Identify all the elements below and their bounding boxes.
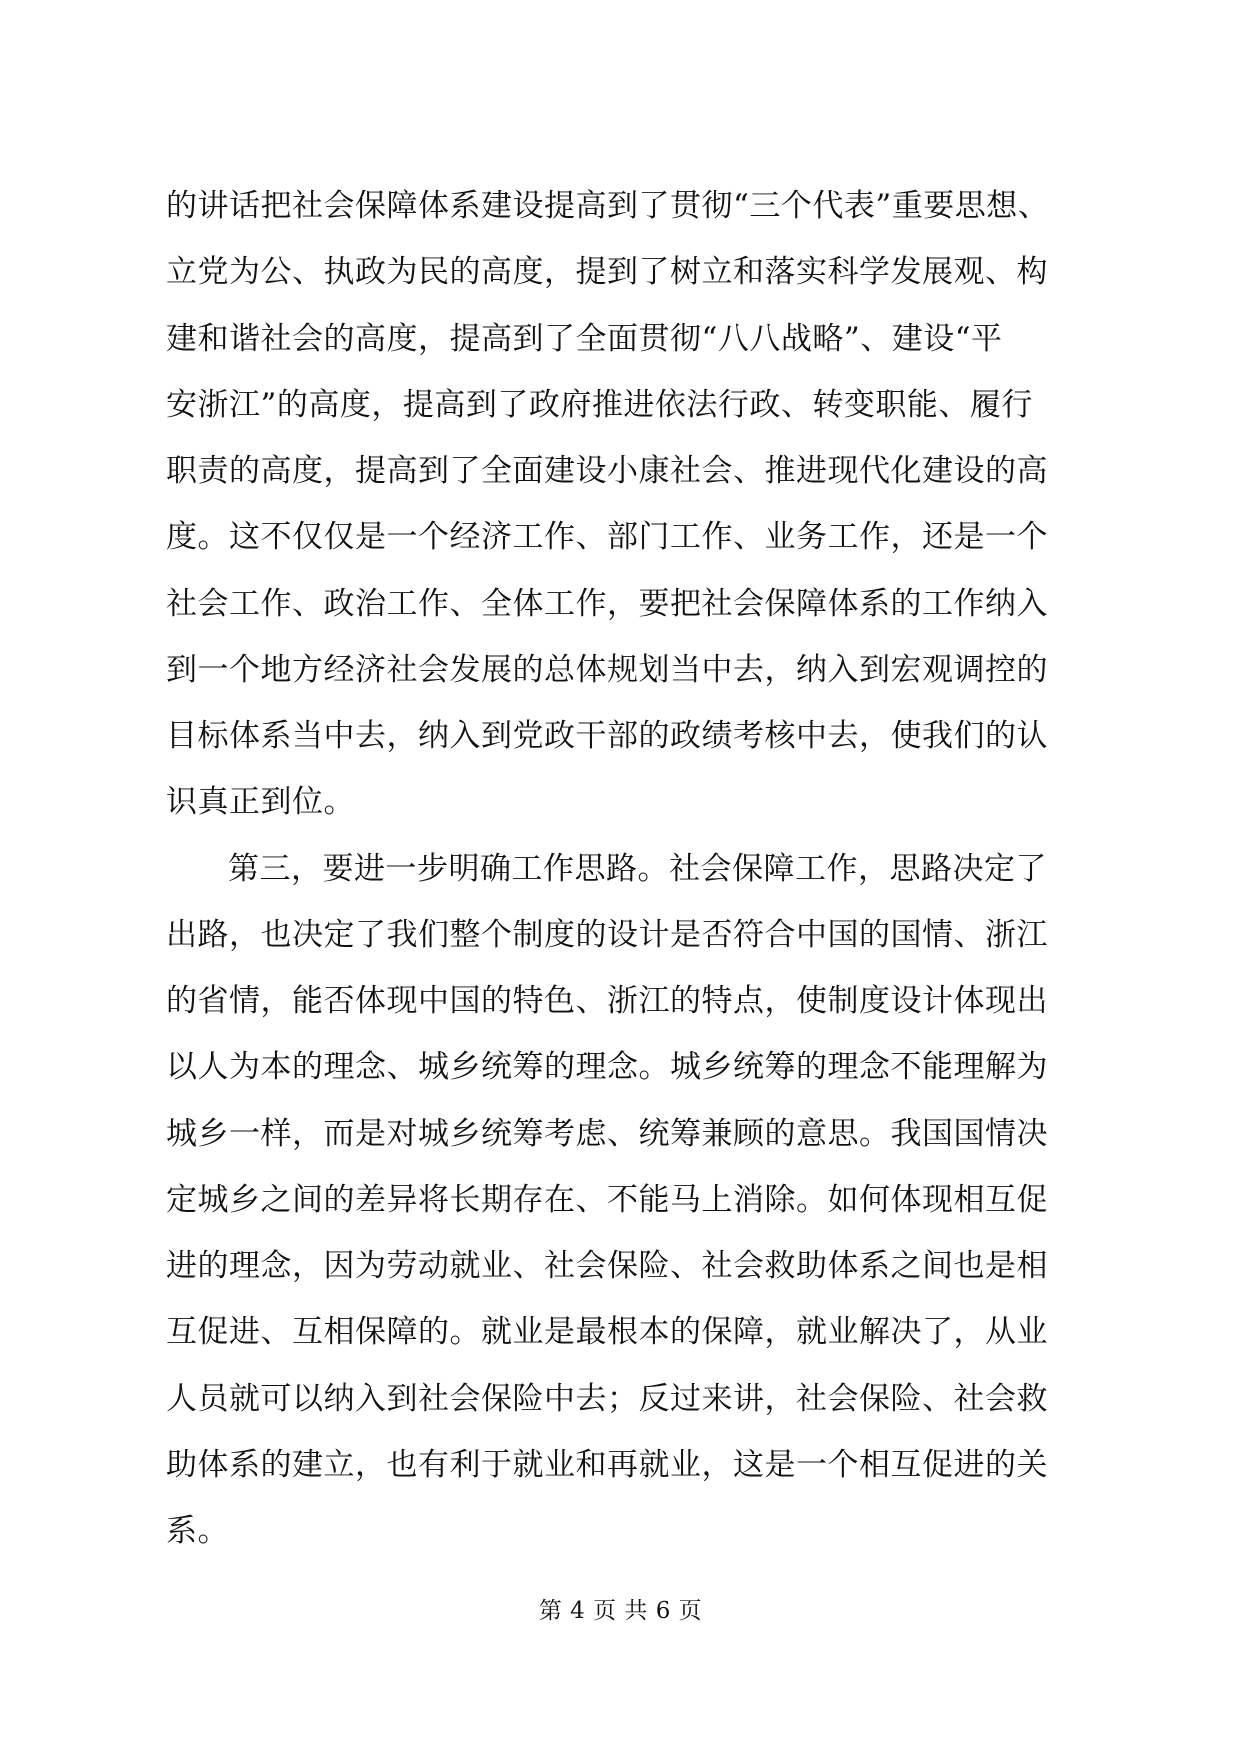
paragraph-2-line: 互促进、互相保障的。就业是最根本的保障，就业解决了，从业 xyxy=(166,1314,1048,1350)
paragraph-2-line: 城乡一样，而是对城乡统筹考虑、统筹兼顾的意思。我国国情决 xyxy=(166,1116,1048,1152)
paragraph-1-line: 度。这不仅仅是一个经济工作、部门工作、业务工作，还是一个 xyxy=(166,519,1048,555)
paragraph-2-line: 第三，要进一步明确工作思路。社会保障工作，思路决定了 xyxy=(228,851,1047,887)
paragraph-2-line: 以人为本的理念、城乡统筹的理念。城乡统筹的理念不能理解为 xyxy=(166,1049,1048,1085)
paragraph-2-line: 助体系的建立，也有利于就业和再就业，这是一个相互促进的关 xyxy=(166,1447,1048,1483)
paragraph-2-line: 系。 xyxy=(166,1513,229,1549)
paragraph-1-line: 职责的高度，提高到了全面建设小康社会、推进现代化建设的高 xyxy=(166,453,1048,489)
paragraph-1-line: 建和谐社会的高度，提高到了全面贯彻“八八战略”、建设“平 xyxy=(166,321,1003,357)
paragraph-1-line: 到一个地方经济社会发展的总体规划当中去，纳入到宏观调控的 xyxy=(166,652,1048,688)
paragraph-2-line: 进的理念，因为劳动就业、社会保险、社会救助体系之间也是相 xyxy=(166,1248,1048,1284)
paragraph-1-line: 立党为公、执政为民的高度，提到了树立和落实科学发展观、构 xyxy=(166,254,1048,290)
paragraph-2-line: 出路，也决定了我们整个制度的设计是否符合中国的国情、浙江 xyxy=(166,917,1048,953)
paragraph-1-line: 安浙江”的高度，提高到了政府推进依法行政、转变职能、履行 xyxy=(166,387,1033,423)
paragraph-1-line: 社会工作、政治工作、全体工作，要把社会保障体系的工作纳入 xyxy=(166,586,1048,622)
paragraph-1-line: 识真正到位。 xyxy=(166,784,355,820)
paragraph-1-line: 的讲话把社会保障体系建设提高到了贯彻“三个代表”重要思想、 xyxy=(166,188,1050,224)
page-number-footer: 第 4 页 共 6 页 xyxy=(538,1598,703,1624)
paragraph-1-line: 目标体系当中去，纳入到党政干部的政绩考核中去，使我们的认 xyxy=(166,718,1048,754)
paragraph-2-line: 的省情，能否体现中国的特色、浙江的特点，使制度设计体现出 xyxy=(166,983,1048,1019)
paragraph-2-line: 定城乡之间的差异将长期存在、不能马上消除。如何体现相互促 xyxy=(166,1182,1048,1218)
paragraph-2-line: 人员就可以纳入到社会保险中去；反过来讲，社会保险、社会救 xyxy=(166,1381,1048,1417)
